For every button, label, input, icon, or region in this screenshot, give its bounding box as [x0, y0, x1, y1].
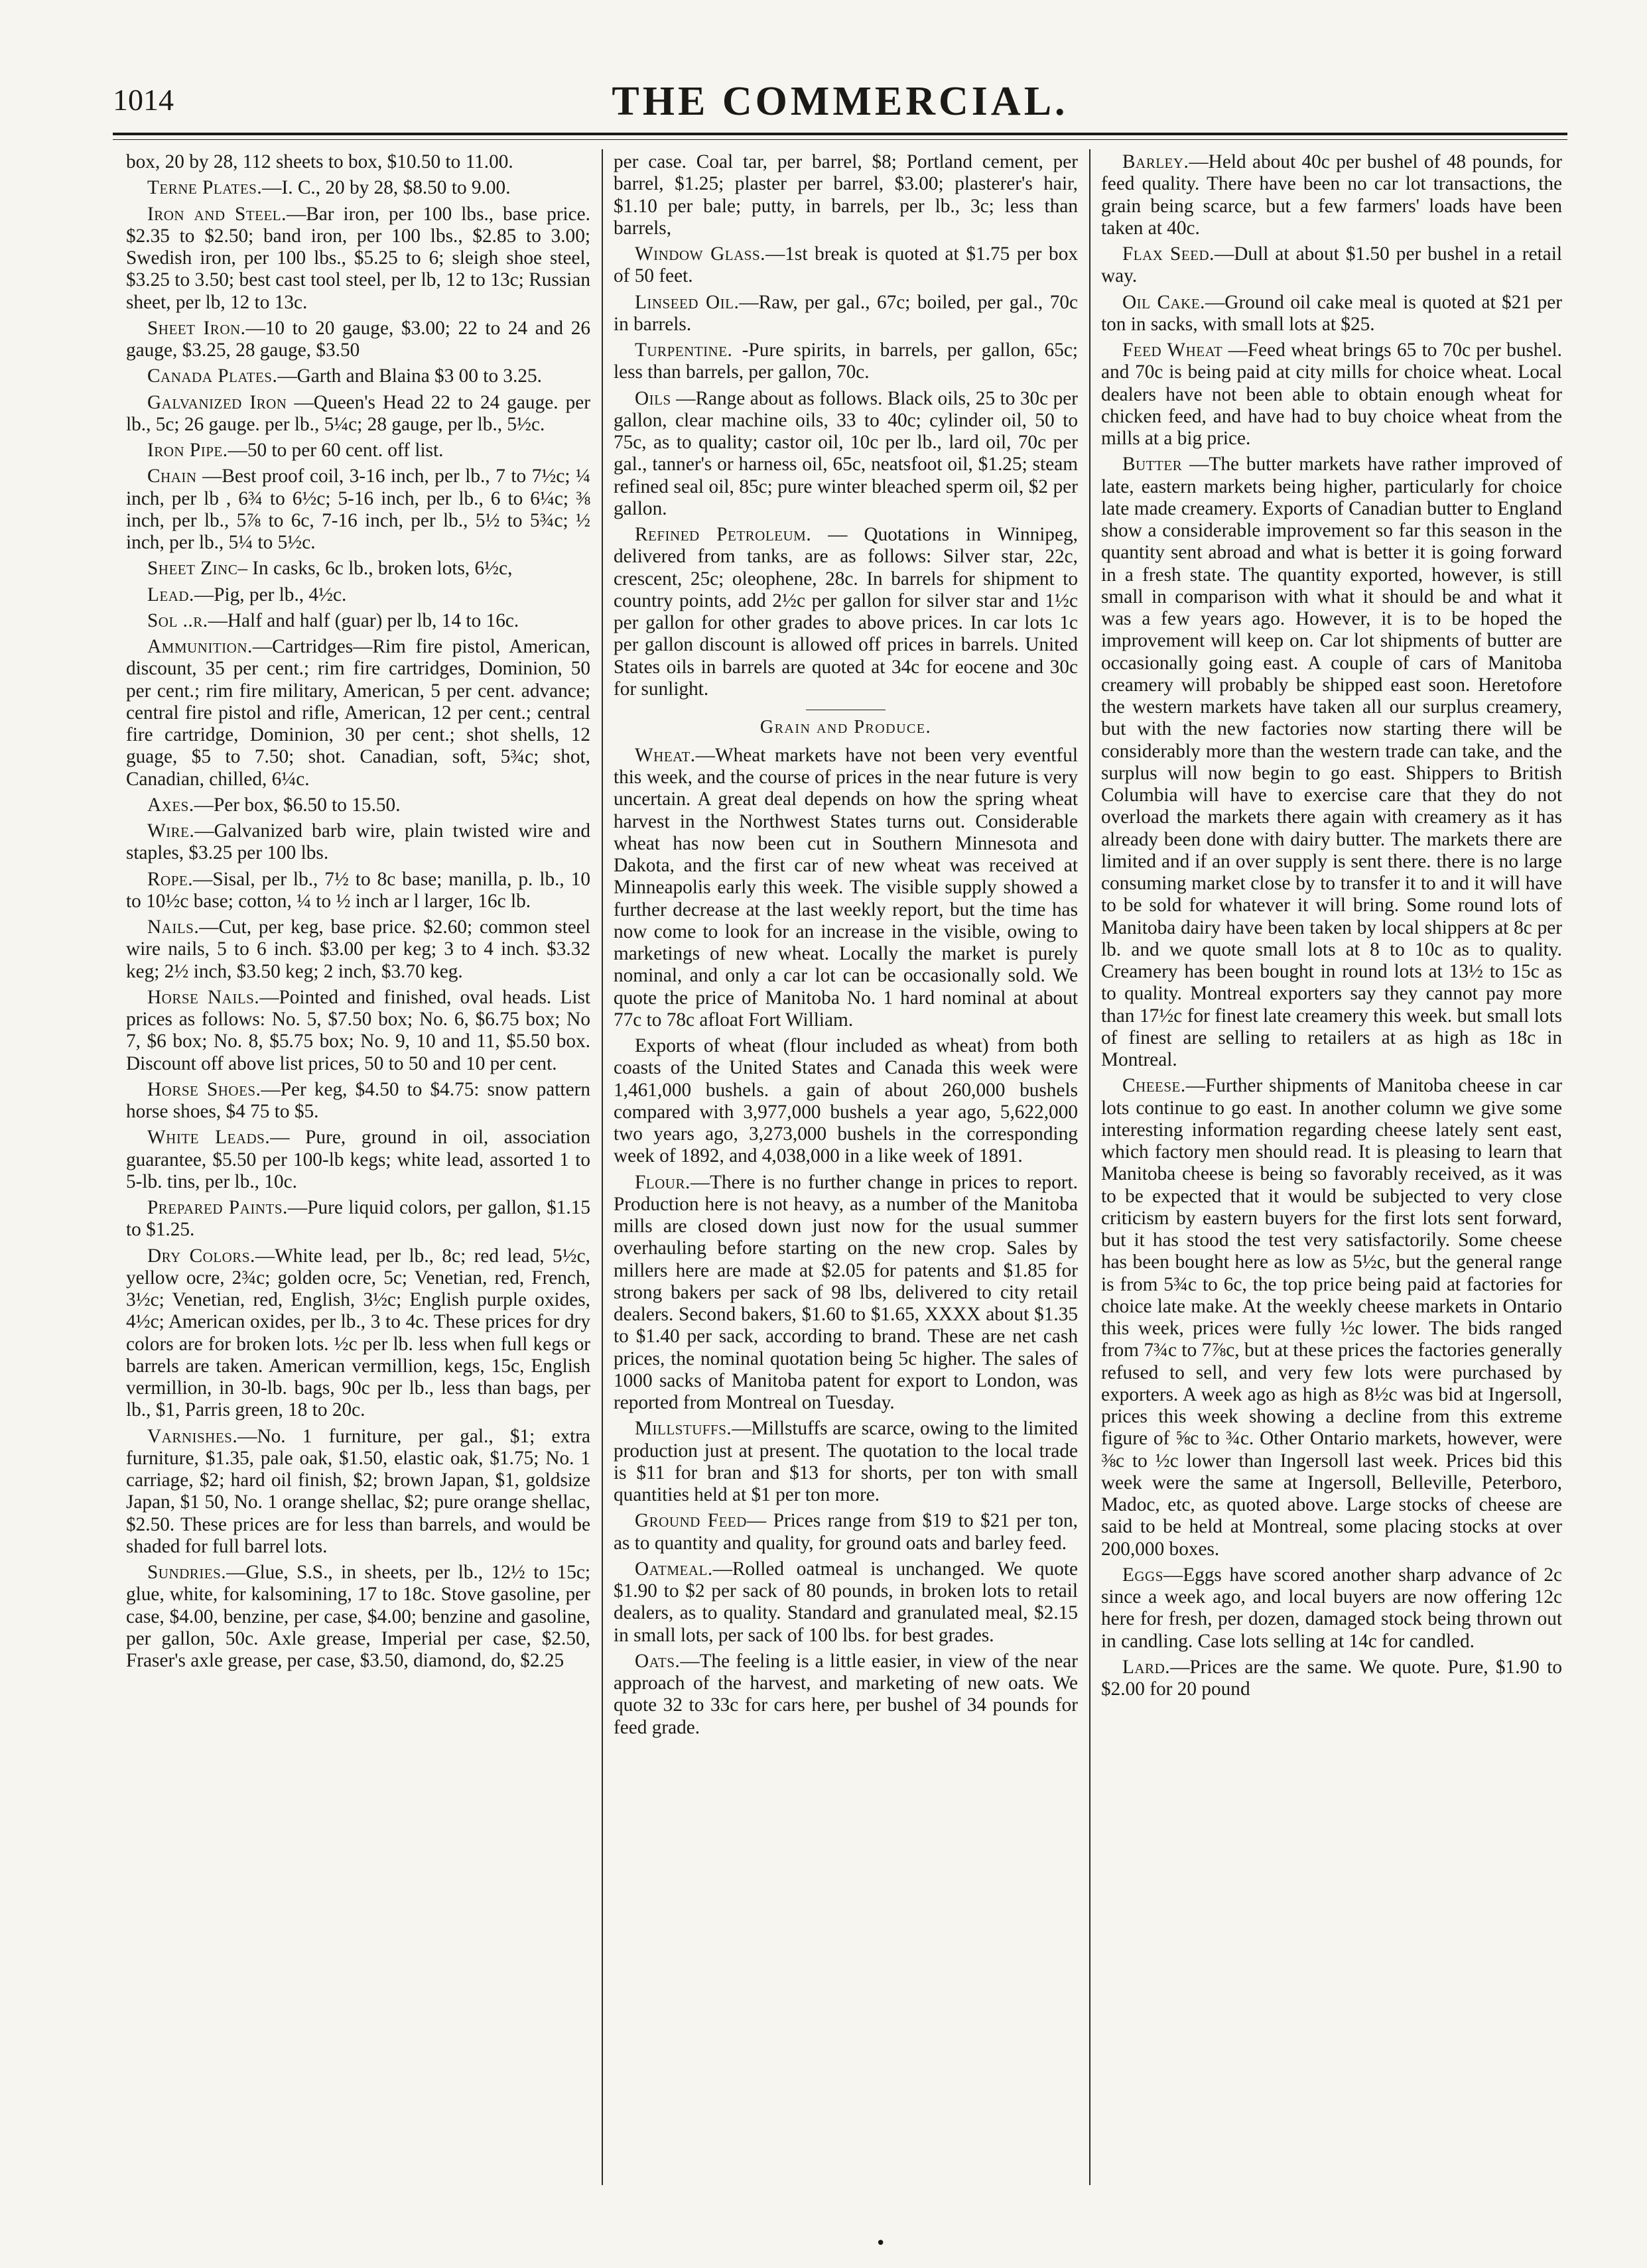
paragraph-heading: Horse Nails.	[147, 986, 260, 1008]
column-1	[126, 151, 590, 2180]
paragraph-heading: Sundries.	[147, 1562, 227, 1583]
paragraph-body: — Pure, ground in oil, association guarantee, $5.50 per 100-lb kegs; white lead, assorted 1 to 5-lb. tins, per lb., 10c.	[126, 1127, 590, 1192]
market-paragraph	[1101, 454, 1562, 1071]
market-paragraph	[126, 440, 590, 462]
market-paragraph	[1101, 151, 1562, 239]
paragraph-heading: Axes.	[147, 794, 194, 816]
paragraph-heading: Wheat.	[635, 744, 696, 766]
paragraph-heading: Lead.	[147, 584, 194, 605]
paragraph-body: —The butter markets have rather improved of late, eastern markets being higher, particularly for choice late made creamery. Exports of Canadian butter to England show a considerable improvement so far this season in the quantity sent abroad and what is better it is going forward in a fresh state. The quantity exported, however, is still small in comparison with what it should be and what it was a few years ago. However, it is to be hoped the improvement will keep on. Car lot shipments of butter are occasionally going east. A couple of cars of Manitoba creamery will probably be shipped east soon. Heretofore the western markets have taken all our surplus creamery, but with the new factories now starting there will be considerably more than the western trade can take, and the surplus will now begin to go east. Shippers to British Columbia will have to exercise care that they do not overload the markets there again with creamery as it has already been done with dairy butter. The markets there are limited and if an over supply is sent there. there is no large consuming market close by to transfer it to and it will have to be sold for whatever it will bring. Some round lots of Manitoba dairy have been taken by local shippers at 8c per lb. and we quote small lots at 8 to 10c as to quality. Creamery has been bought in round lots at 13½ to 15c as to quality. Montreal exporters say they cannot pay more than 17½c for finest late creamery this week. but small lots of finest are selling to retailers at as high as 18c in Montreal.	[1101, 454, 1562, 1070]
market-paragraph	[1101, 1075, 1562, 1560]
market-paragraph	[614, 151, 1078, 239]
paragraph-heading: Varnishes.	[147, 1425, 238, 1447]
market-paragraph	[126, 1426, 590, 1558]
paragraph-body: – In casks, 6c lb., broken lots, 6½c,	[237, 558, 513, 580]
paragraph-body: —Dull at about $1.50 per bushel in a retail way.	[1101, 243, 1562, 287]
paragraph-heading: Horse Shoes.	[147, 1078, 261, 1100]
paragraph-heading: Flour.	[635, 1171, 691, 1193]
paragraph-body: —Ground oil cake meal is quoted at $21 per ton in sacks, with small lots at $25.	[1101, 291, 1562, 335]
paragraph-body: —I. C., 20 by 28, $8.50 to 9.00.	[262, 177, 511, 199]
paragraph-body: —The feeling is a little easier, in view of the near approach of the harvest, and marketing of new oats. We quote 32 to 33c for cars here, per bushel of 34 pounds for feed grade.	[614, 1650, 1078, 1738]
market-paragraph	[126, 916, 590, 983]
paragraph-body: —Raw, per gal., 67c; boiled, per gal., 70c in barrels.	[614, 291, 1078, 335]
paragraph-heading: Terne Plates.	[147, 177, 263, 199]
paragraph-body: —Feed wheat brings 65 to 70c per bushel. and 70c is being paid at city mills for choice wheat. Local dealers have not been able to obtain enough wheat for chicken feed, and have had to buy choice wheat from the mills at a big price.	[1101, 340, 1562, 449]
page-header	[113, 78, 1567, 134]
paragraph-heading: Turpentine.	[635, 340, 733, 361]
paragraph-body: —Bar iron, per 100 lbs., base price. $2.35 to $2.50; band iron, per 100 lbs., $2.85 to 3.00; Swedish iron, per 100 lbs., $5.25 to 6; sleigh shoe steel, $3.25 to 3.50; best cast tool steel, per lb, 12 to 13c; Russian sheet, per lb, 12 to 13c.	[126, 203, 590, 313]
paragraph-heading: Flax Seed.	[1122, 243, 1215, 265]
market-paragraph	[126, 1562, 590, 1672]
column-2	[614, 151, 1078, 2180]
paragraph-heading: Wire.	[147, 820, 195, 842]
paragraph-heading: Dry Colors.	[147, 1245, 255, 1267]
paragraph-heading: Linseed Oil.	[635, 291, 740, 313]
paragraph-body: —Prices are the same. We quote. Pure, $1.90 to $2.00 for 20 pound	[1101, 1656, 1562, 1700]
paragraph-body: per case. Coal tar, per barrel, $8; Portland cement, per barrel, $1.25; plaster per barrel, $3.00; plasterer's hair, $1.10 per bale; putty, in barrels, per lb., 3c; less than barrels,	[614, 151, 1078, 239]
market-paragraph	[126, 466, 590, 554]
market-paragraph	[126, 392, 590, 436]
paragraph-body: —Wheat markets have not been very eventful this week, and the course of prices in the near future is very uncertain. A great deal depends on how the spring wheat harvest in the Northwest States turns out. Considerable wheat has now been cut in Southern Minnesota and Dakota, and the first car of new wheat was received at Minneapolis early this week. The visible supply showed a further decrease at the last weekly report, but the time has now come to look for an increase in the visible, owing to marketings of new wheat. Locally the market is purely nominal, and only a car lot can be occasionally sold. We quote the price of Manitoba No. 1 hard nominal at about 77c to 78c afloat Fort William.	[614, 744, 1078, 1031]
paragraph-heading: Butter	[1122, 454, 1183, 475]
market-paragraph	[614, 292, 1078, 336]
paragraph-heading: Nails.	[147, 916, 200, 938]
paragraph-body: —Sisal, per lb., 7½ to 8c base; manilla, p. lb., 10 to 10½c base; cotton, ¼ to ½ inch ar l larger, 16c lb.	[126, 868, 590, 912]
market-paragraph	[126, 869, 590, 913]
footer-mark: •	[876, 2234, 886, 2253]
paragraph-body: —Cartridges—Rim fire pistol, American, discount, 35 per cent.; rim fire cartridges, Dominion, 50 per cent.; rim fire military, American, 5 per cent. advance; central fire pistol and rifle, American, 12 per cent.; central fire cartridge, Dominion, 30 per cent.; shot shells, 12 guage, $5 to 7.50; shot. Canadian, soft, 5¾c; shot, Canadian, chilled, 6¼c.	[126, 636, 590, 790]
paragraph-heading: Oats.	[635, 1650, 681, 1672]
paragraph-body: —Glue, S.S., in sheets, per lb., 12½ to 15c; glue, white, for kalsomining, 17 to 18c. Stove gasoline, per case, $4.00, benzine, per case, $4.00; benzine and gasoline, per gallon, 50c. Axle grease, Imperial per case, $2.50, Fraser's axle grease, per case, $3.50, diamond, do, $2.25	[126, 1562, 590, 1671]
paragraph-body: box, 20 by 28, 112 sheets to box, $10.50 to 11.00.	[126, 151, 513, 172]
paragraph-body: —No. 1 furniture, per gal., $1; extra furniture, $1.35, pale oak, $1.50, elastic oak, $1.75; No. 1 carriage, $2; hard oil finish, $2; brown Japan, $1, goldsize Japan, $1 50, No. 1 orange shellac, $2; pure orange shellac, $2.50. These prices are for less than barrels, and would be shaded for full barrel lots.	[126, 1425, 590, 1557]
paragraph-body: —Range about as follows. Black oils, 25 to 30c per gallon, clear machine oils, 33 to 40c; cylinder oil, 50 to 75c, as to quality; castor oil, 10c per lb., lard oil, 70c per gal., tanner's or harness oil, 65c, neatsfoot oil, $1.25; steam refined seal oil, 85c; pure winter bleached sperm oil, $2 per gallon.	[614, 387, 1078, 519]
market-paragraph	[614, 1035, 1078, 1168]
market-paragraph	[1101, 243, 1562, 288]
paragraph-body: —Per box, $6.50 to 15.50.	[194, 794, 401, 816]
paragraph-heading: Refined Petroleum.	[635, 524, 812, 545]
header-rule	[113, 133, 1567, 135]
paragraph-body: -Pure spirits, in barrels, per gallon, 65c; less than barrels, per gallon, 70c.	[614, 340, 1078, 383]
paragraph-body: —There is no further change in prices to report. Production here is not heavy, as a number of the Manitoba mills are closed down just now for the usual summer overhauling before starting on the new crop. Sales by millers here are made at $2.05 for patents and $1.85 for strong bakers per sack of 98 lbs, delivered to city retail dealers. Second bakers, $1.60 to $1.65, XXXX about $1.35 to $1.40 per sack, according to brand. These are net cash prices, the nominal quotation being 5c higher. The sales of 1000 sacks of Manitoba patent for export to London, was reported from Montreal on Tuesday.	[614, 1171, 1078, 1414]
paragraph-heading: Ground Feed	[635, 1510, 747, 1532]
paragraph-heading: Oils	[635, 387, 671, 409]
paragraph-body: —Eggs have scored another sharp advance of 2c since a week ago, and local buyers are now offering 12c here for fresh, per dozen, damaged stock being thrown out in candling. Case lots selling at 14c for candled.	[1101, 1564, 1562, 1652]
market-paragraph	[126, 558, 590, 580]
paragraph-body: —Per keg, $4.50 to $4.75: snow pattern horse shoes, $4 75 to $5.	[126, 1078, 590, 1122]
market-paragraph	[126, 610, 590, 632]
market-paragraph	[614, 1510, 1078, 1554]
paragraph-heading: Eggs	[1122, 1564, 1163, 1586]
paragraph-heading: Window Glass.	[635, 243, 765, 265]
paragraph-body: —Further shipments of Manitoba cheese in car lots continue to go east. In another column we give some interesting information regarding cheese lately sent east, which factory men should read. It is pleasing to learn that Manitoba cheese is being so favorably received, as it was to be expected that it would be subjected to very close criticism by eastern buyers for the first lots sent forward, but it has stood the test very satisfactorily. Some cheese has been bought here as low as 5½c, but the general range is from 5¾c to 6c, the top price being paid at factories for choice late make. At the weekly cheese markets in Ontario this week, prices were fully ½c lower. The bids ranged from 7¾c to 7⅞c, but at these prices the factories generally refused to sell, and very few lots were purchased by exporters. A week ago as high as 8½c was bid at Ingersoll, prices this week showing a decline from this extreme figure of ⅝c to ¾c. Other Ontario markets, however, were ⅜c to ½c lower than Ingersoll last week. Prices bid this week were the same at Ingersoll, Belleville, Peterboro, Madoc, etc, as quoted above. Large stocks of cheese are said to be held at Montreal, some placing stocks at over 200,000 boxes.	[1101, 1075, 1562, 1560]
paragraph-body: —Held about 40c per bushel of 48 pounds, for feed quality. There have been no car lot transactions, the grain being scarce, but a few farmers' loads have been taken at 40c.	[1101, 151, 1562, 239]
market-paragraph	[614, 1651, 1078, 1739]
paragraph-heading: Sheet Iron.	[147, 317, 246, 339]
paragraph-body: —Queen's Head 22 to 24 gauge. per lb., 5c; 26 gauge. per lb., 5¼c; 28 gauge, per lb., 5½c.	[126, 391, 590, 435]
paragraph-heading: Sheet Zinc	[147, 558, 238, 580]
paragraph-heading: Cheese.	[1122, 1075, 1186, 1097]
market-paragraph	[614, 524, 1078, 700]
market-paragraph	[1101, 1657, 1562, 1701]
paragraph-body: —White lead, per lb., 8c; red lead, 5½c, yellow ocre, 2¾c; golden ocre, 5c; Venetian, red, French, 3½c; Venetian, red, English, 3½c; English purple oxides, 4½c; American oxides, per lb., 3 to 4c. These prices for dry colors are for broken lots. ½c per lb. less when full kegs or barrels are taken. American vermillion, kegs, 15c, English vermillion, in 30-lb. bags, 90c per lb., less than bags, per lb., $1, Parris green, 18 to 20c.	[126, 1245, 590, 1421]
market-paragraph	[1101, 1564, 1562, 1653]
market-paragraph	[126, 584, 590, 606]
market-paragraph	[126, 794, 590, 816]
paragraph-heading: Iron Pipe.	[147, 440, 228, 461]
page-number: 1014	[113, 83, 174, 117]
paragraph-body: —Rolled oatmeal is unchanged. We quote $1.90 to $2 per sack of 80 pounds, in broken lots to retail dealers, as to quality. Standard and granulated meal, $2.15 in small lots, per sack of 100 lbs. for best grades.	[614, 1558, 1078, 1646]
market-paragraph	[1101, 292, 1562, 336]
masthead-title: THE COMMERCIAL.	[612, 79, 1069, 124]
market-paragraph	[126, 177, 590, 199]
paragraph-heading: Millstuffs.	[635, 1418, 732, 1440]
paragraph-body: —Pointed and finished, oval heads. List prices as follows: No. 5, $7.50 box; No. 6, $6.75 box; No 7, $6 box; No. 8, $5.75 box; No. 9, 10 and 11, $5.50 box. Discount off above list prices, 50 to 50 and 10 per cent.	[126, 986, 590, 1074]
market-paragraph	[614, 745, 1078, 1031]
paragraph-heading: Oatmeal.	[635, 1558, 713, 1580]
paragraph-body: —50 to per 60 cent. off list.	[228, 440, 444, 461]
paragraph-body: Exports of wheat (flour included as wheat) from both coasts of the United States and Canada this week were 1,461,000 bushels. a gain of about 260,000 bushels compared with 3,977,000 bushels a year ago, 5,622,000 two years ago, 3,273,000 bushels in the corresponding week of 1892, and 4,038,000 in a like week of 1891.	[614, 1035, 1078, 1167]
paragraph-heading: Sol ..r.	[147, 609, 208, 631]
paragraph-heading: Rope.	[147, 868, 194, 890]
paragraph-body: —Galvanized barb wire, plain twisted wire and staples, $3.25 per 100 lbs.	[126, 820, 590, 864]
paragraph-heading: Chain	[147, 466, 197, 487]
paragraph-body: —Half and half (guar) per lb, 14 to 16c.	[208, 609, 519, 631]
market-paragraph	[126, 204, 590, 314]
paragraph-body: —Garth and Blaina $3 00 to 3.25.	[277, 365, 543, 387]
column-divider	[602, 149, 603, 2185]
paragraph-heading: Oil Cake.	[1122, 291, 1205, 313]
paragraph-heading: Feed Wheat	[1122, 340, 1223, 361]
section-heading: Grain and Produce.	[614, 710, 1078, 738]
market-paragraph	[126, 987, 590, 1075]
paragraph-heading: Lard.	[1122, 1656, 1171, 1678]
paragraph-heading: White Leads.	[147, 1127, 271, 1149]
paragraph-body: — Quotations in Winnipeg, delivered from tanks, are as follows: Silver star, 22c, crescent, 25c; oleophene, 28c. In barrels for shipment to country points, add 2½c per gallon for silver star and 1½c per gallon for other grades to above prices. In car lots 1c per gallon discount is allowed off prices in barrels. United States oils in barrels are quoted at 34c for eocene and 30c for sunlight.	[614, 524, 1078, 700]
market-paragraph	[614, 340, 1078, 384]
market-paragraph	[126, 636, 590, 790]
market-paragraph	[614, 1558, 1078, 1647]
market-paragraph	[1101, 340, 1562, 450]
paragraph-heading: Ammunition.	[147, 636, 253, 657]
market-paragraph	[126, 318, 590, 362]
paragraph-body: —Cut, per keg, base price. $2.60; common steel wire nails, 5 to 6 inch. $3.00 per keg; 3 to 4 inch. $3.32 keg; 2½ inch, $3.50 keg; 2 inch, $3.70 keg.	[126, 916, 590, 982]
paragraph-heading: Barley.	[1122, 151, 1189, 172]
paragraph-body: —Pig, per lb., 4½c.	[194, 584, 347, 605]
paragraph-body: —Pure liquid colors, per gallon, $1.15 to $1.25.	[126, 1197, 590, 1241]
paragraph-heading: Galvanized Iron	[147, 391, 287, 413]
column-divider	[1089, 149, 1090, 2185]
market-paragraph	[614, 388, 1078, 521]
paragraph-body: —Best proof coil, 3-16 inch, per lb., 7 to 7½c; ¼ inch, per lb , 6¾ to 6½c; 5-16 inch, per lb., 6 to 6¼c; ⅜ inch, per lb., 5⅞ to 6c, 7-16 inch, per lb., 5½ to 5¾c; ½ inch, per lb., 5¼ to 5½c.	[126, 466, 590, 553]
header-rule-thin	[113, 139, 1567, 140]
paragraph-body: —10 to 20 gauge, $3.00; 22 to 24 and 26 gauge, $3.25, 28 gauge, $3.50	[126, 317, 590, 361]
market-paragraph	[126, 820, 590, 865]
market-paragraph	[126, 1245, 590, 1422]
market-paragraph	[126, 1127, 590, 1193]
market-paragraph	[614, 1172, 1078, 1415]
market-paragraph	[126, 151, 590, 173]
market-paragraph	[614, 1418, 1078, 1506]
paragraph-body: — Prices range from $19 to $21 per ton, as to quantity and quality, for ground oats and barley feed.	[614, 1510, 1078, 1554]
market-paragraph	[126, 365, 590, 387]
paragraph-heading: Iron and Steel.	[147, 203, 287, 225]
column-3	[1101, 151, 1562, 2180]
market-paragraph	[126, 1197, 590, 1241]
paragraph-heading: Prepared Paints.	[147, 1197, 288, 1218]
paragraph-heading: Canada Plates.	[147, 365, 278, 387]
paragraph-body: —1st break is quoted at $1.75 per box of 50 feet.	[614, 243, 1078, 287]
market-paragraph	[126, 1079, 590, 1123]
market-paragraph	[614, 243, 1078, 288]
paragraph-body: —Millstuffs are scarce, owing to the limited production just at present. The quotation to the local trade is $11 for bran and $13 for shorts, per ton with small quantities held at $1 per ton more.	[614, 1418, 1078, 1506]
